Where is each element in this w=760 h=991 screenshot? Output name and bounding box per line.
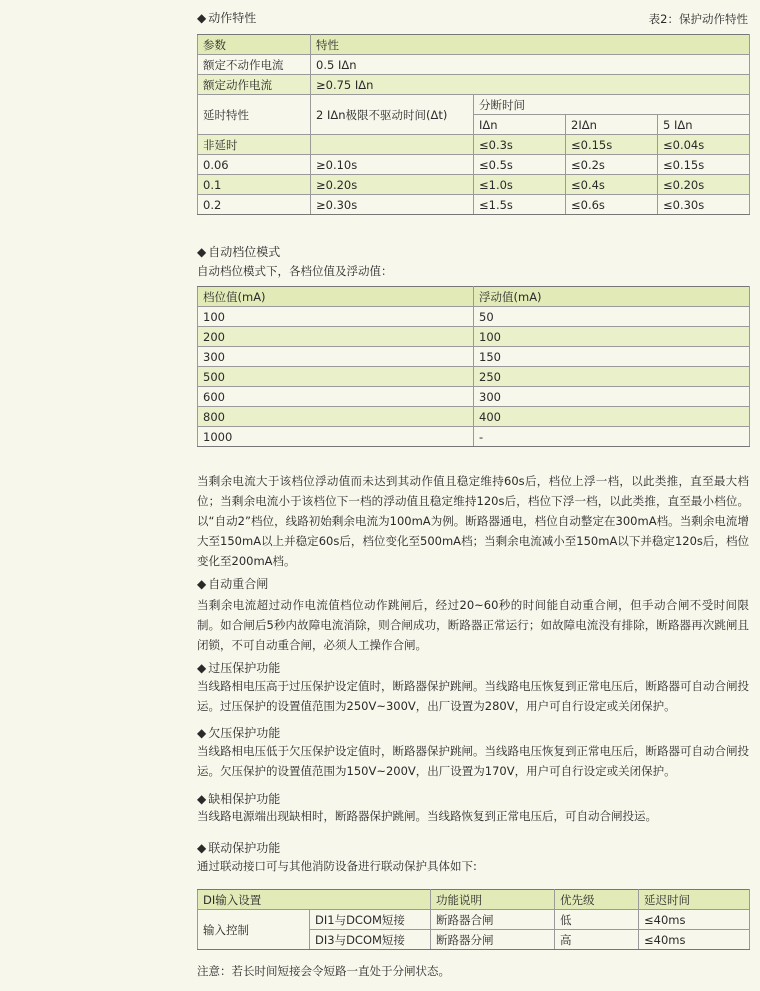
table-cell: - [474, 427, 750, 447]
section-heading-linkage [197, 839, 280, 856]
table-cell: 延时特性 [198, 95, 311, 135]
table-cell: 1000 [198, 427, 474, 447]
table-row [198, 407, 750, 427]
diamond-bullet-icon: ◆ [197, 577, 207, 591]
table-cell: 额定动作电流 [198, 75, 311, 95]
table-cell: ≤1.5s [474, 195, 566, 215]
table-cell: 0.06 [198, 155, 311, 175]
diamond-bullet-icon: ◆ [197, 726, 207, 740]
table-cell: 50 [474, 307, 750, 327]
table-cell: 400 [474, 407, 750, 427]
table-row [198, 347, 750, 367]
phase-loss-description: 当线路电源端出现缺相时，断路器保护跳闸。当线路恢复到正常电压后，可自动合闸投运。 [197, 809, 657, 823]
table-row [198, 367, 750, 387]
table-cell: ≥0.75 IΔn [311, 75, 750, 95]
table-row [198, 155, 750, 175]
heading-text: 自动档位模式 [208, 245, 281, 259]
diamond-bullet-icon: ◆ [197, 792, 207, 806]
section-heading-overvoltage [197, 659, 280, 676]
table-caption: 表2：保护动作特性 [648, 12, 748, 26]
table-cell: 0.5 IΔn [311, 55, 750, 75]
table-cell: 2IΔn [566, 115, 658, 135]
table-row [198, 307, 750, 327]
table-header-cell: 优先级 [555, 890, 639, 910]
table-cell: 断路器合闸 [431, 910, 555, 930]
table-cell: ≤0.30s [658, 195, 750, 215]
table-cell: ≤0.5s [474, 155, 566, 175]
table-cell: 150 [474, 347, 750, 367]
auto-reclose-description: 当剩余电流超过动作电流值档位动作跳闸后，经过20~60秒的时间能自动重合闸，但手动合闸不受时间限制。如合闸后5秒内故障电流消除，则合闸成功，断路器正常运行；如故障电流没有排除，断路器再次跳闸且闭锁，不可自动重合闸，必须人工操作合闸。 [197, 598, 749, 652]
table-cell: ≤0.04s [658, 135, 750, 155]
note-text: 注意：若长时间短接会令短路一直处于分闸状态。 [197, 964, 450, 978]
table-cell: 断路器分闸 [431, 930, 555, 950]
table-cell: 0.1 [198, 175, 311, 195]
table-header-cell: DI输入设置 [198, 890, 431, 910]
table-row [198, 910, 750, 930]
table-cell: 100 [474, 327, 750, 347]
protection-characteristics-table [197, 34, 750, 215]
table-row [198, 195, 750, 215]
table-cell: ≥0.20s [311, 175, 474, 195]
table-cell: ≥0.10s [311, 155, 474, 175]
heading-text: 欠压保护功能 [208, 726, 281, 740]
section-heading-action-characteristics [197, 9, 256, 26]
table-cell: ≤40ms [639, 930, 750, 950]
heading-text: 缺相保护功能 [208, 792, 281, 806]
heading-text: 过压保护功能 [208, 661, 281, 675]
table-cell: 100 [198, 307, 474, 327]
diamond-bullet-icon: ◆ [197, 841, 207, 855]
table-cell: IΔn [474, 115, 566, 135]
table-cell: 高 [555, 930, 639, 950]
table-cell: 低 [555, 910, 639, 930]
table-cell: 800 [198, 407, 474, 427]
table-cell: DI1与DCOM短接 [310, 910, 431, 930]
table-cell: ≤0.15s [566, 135, 658, 155]
table-cell: 额定不动作电流 [198, 55, 311, 75]
table-cell: ≤0.3s [474, 135, 566, 155]
gear-value-table [197, 286, 750, 447]
overvoltage-description: 当线路相电压高于过压保护设定值时，断路器保护跳闸。当线路电压恢复到正常电压后，断路器可自动合闸投运。过压保护的设置值范围为250V~300V，出厂设置为280V，用户可自行设定或关闭保护。 [197, 679, 749, 713]
table-cell: ≤0.15s [658, 155, 750, 175]
table-cell: ≤1.0s [474, 175, 566, 195]
heading-text: 自动重合闸 [208, 577, 269, 591]
table-row [198, 387, 750, 407]
table-header-cell: 档位值(mA) [198, 287, 474, 307]
table-cell: 5 IΔn [658, 115, 750, 135]
table-cell: 2 IΔn极限不驱动时间(Δt) [311, 95, 474, 135]
table-cell: DI3与DCOM短接 [310, 930, 431, 950]
table-cell: 500 [198, 367, 474, 387]
table-cell: ≤40ms [639, 910, 750, 930]
table-cell: 0.2 [198, 195, 311, 215]
heading-text: 联动保护功能 [208, 841, 281, 855]
table-row [198, 427, 750, 447]
table-cell: 分断时间 [474, 95, 750, 115]
table-cell: ≤0.6s [566, 195, 658, 215]
section-heading-phase-loss [197, 790, 280, 807]
table-row [198, 135, 750, 155]
table-header-cell: 延迟时间 [639, 890, 750, 910]
section-heading-auto-gear [197, 243, 280, 260]
section-intro: 自动档位模式下，各档位值及浮动值： [197, 264, 393, 278]
section-heading-undervoltage [197, 724, 280, 741]
table-cell: 250 [474, 367, 750, 387]
table-cell: 非延时 [198, 135, 311, 155]
diamond-bullet-icon: ◆ [197, 661, 207, 675]
table-cell [311, 135, 474, 155]
diamond-bullet-icon: ◆ [197, 11, 207, 25]
table-header-cell: 特性 [311, 35, 750, 55]
table-row [198, 327, 750, 347]
table-header-cell: 浮动值(mA) [474, 287, 750, 307]
table-cell: 600 [198, 387, 474, 407]
table-row [198, 55, 750, 75]
table-row [198, 75, 750, 95]
table-cell: ≤0.2s [566, 155, 658, 175]
undervoltage-description: 当线路相电压低于欠压保护设定值时，断路器保护跳闸。当线路电压恢复到正常电压后，断路器可自动合闸投运。欠压保护的设置值范围为150V~200V，出厂设置为170V，用户可自行设定或关闭保护。 [197, 744, 749, 778]
table-cell: 200 [198, 327, 474, 347]
table-row [198, 95, 750, 115]
heading-text: 动作特性 [208, 11, 257, 25]
section-heading-auto-reclose [197, 575, 268, 592]
table-cell: ≤0.20s [658, 175, 750, 195]
table-cell: 300 [198, 347, 474, 367]
auto-gear-description: 当剩余电流大于该档位浮动值而未达到其动作值且稳定维持60s后，档位上浮一档，以此类推，直至最大档位；当剩余电流小于该档位下一档的浮动值且稳定维持120s后，档位下浮一档，以此类推，直至最小档位。以“自动2”档位，线路初始剩余电流为100mA为例。断路器通电，档位自动整定在300mA档。当剩余电流增大至150mA以上并稳定60s后，档位变化至500mA档；当剩余电流减小至150mA以下并稳定120s后，档位变化至200mA档。 [197, 474, 749, 568]
table-cell: 300 [474, 387, 750, 407]
table-header-cell: 功能说明 [431, 890, 555, 910]
diamond-bullet-icon: ◆ [197, 245, 207, 259]
table-row [198, 175, 750, 195]
table-header-cell: 参数 [198, 35, 311, 55]
table-cell: ≥0.30s [311, 195, 474, 215]
table-cell: ≤0.4s [566, 175, 658, 195]
linkage-table [197, 889, 750, 950]
section-intro: 通过联动接口可与其他消防设备进行联动保护具体如下: [197, 859, 477, 873]
table-cell: 输入控制 [198, 910, 310, 950]
